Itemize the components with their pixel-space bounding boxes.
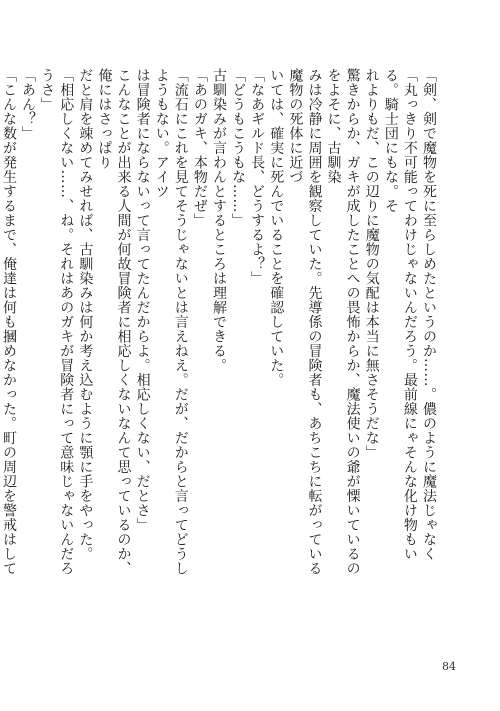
text-line: れよりもだ、この辺りに魔物の気配は本当に無さそうだな」	[363, 68, 380, 460]
text-line: 「あのガキ、本物だぜ」	[191, 68, 208, 228]
text-line: 「丸っきり不可能ってわけじゃないんだろう。最前線にゃそんな化け物もいる。騎士団にもな。そ	[382, 68, 418, 561]
text-line: 「なあギルド長、どうするよ？」	[249, 68, 266, 286]
text-line: 古馴染みが言わんとするところは理解できる。	[210, 68, 227, 373]
text-line: こんなことが出来る人間が何故冒険者に相応しくないなんて思っているのか、俺にはさっぱり	[96, 68, 132, 576]
text-line: 「相応しくない……、ね。それはあのガキが冒険者にって意味じゃないんだろうさ」	[39, 68, 75, 576]
text-line: は冒険者にならないって言ってたんだからよ。相応しくない、だとさ」	[134, 68, 151, 532]
text-line: 驚きからか、ガキが成したことへの畏怖からか、魔法使いの爺が慄いているのをよそに、古馴染	[325, 68, 361, 576]
text-line: いては、確実に死んでいることを確認していた。	[268, 68, 285, 387]
text-line: みは冷静に周囲を観察していた。先導係の冒険者も、あちこちに転がっている魔物の死体に近づ	[287, 68, 323, 576]
vertical-text-body	[0, 68, 438, 588]
text-line: 「あん？」	[20, 68, 37, 141]
text-line: 「流石にこれを見てそうじゃないとは言えねえ。だが、だからと言ってどうしようもない。アイツ	[153, 68, 189, 576]
text-line: 「剣、剣で魔物を死に至らしめたというのか……。儂のように魔法じゃなく	[421, 68, 437, 561]
text-line: だと肩を竦めてみせれば、古馴染みは何か考え込むように顎に手をやった。	[77, 68, 94, 561]
text-line: 「どうもこうもな……」	[230, 68, 247, 228]
text-line: 「こんな数が発生するまで、俺達は何も摑めなかった。町の周辺を警戒はして	[0, 68, 17, 576]
page-number: 84	[442, 660, 456, 673]
